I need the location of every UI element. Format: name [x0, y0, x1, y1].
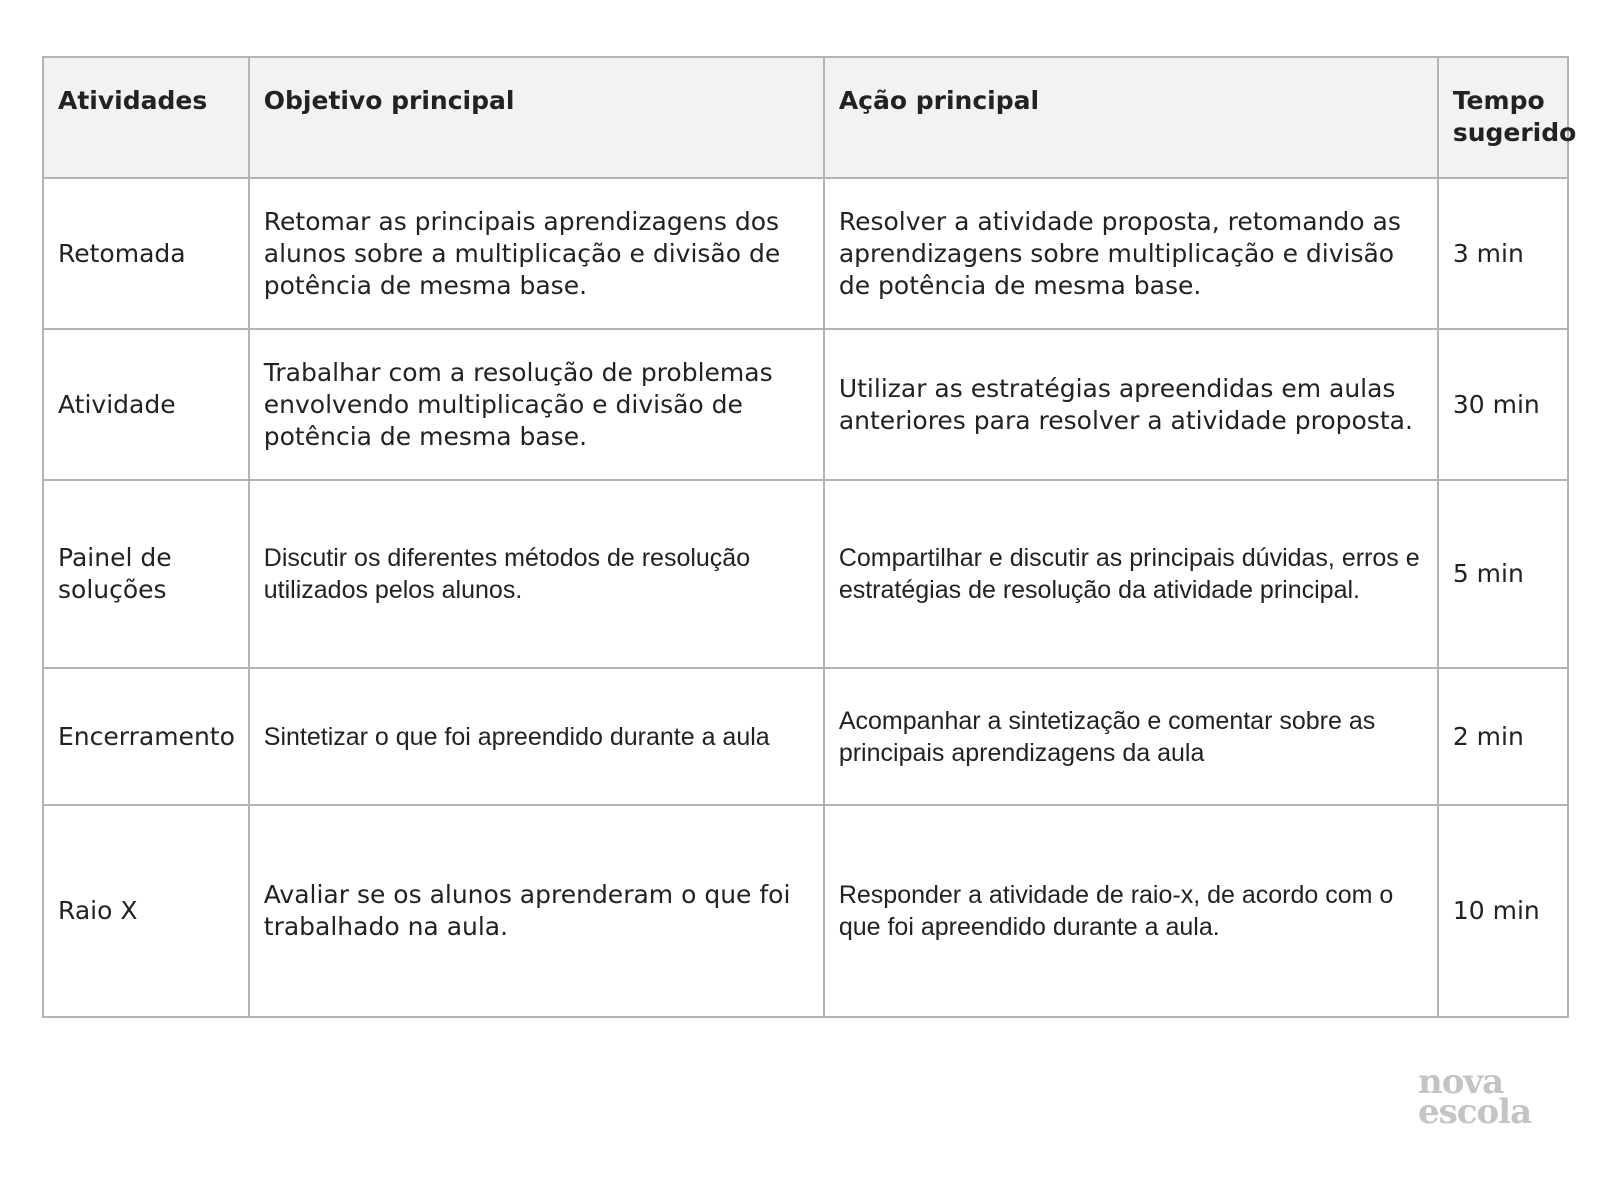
cell-atividade: Raio X: [43, 805, 249, 1017]
cell-acao: Responder a atividade de raio-x, de acordo com o que foi apreendido durante a aula.: [824, 805, 1438, 1017]
cell-tempo: 30 min: [1438, 329, 1568, 480]
cell-tempo: 3 min: [1438, 178, 1568, 329]
table-row: [43, 178, 1568, 329]
lesson-plan-table: [42, 56, 1577, 1018]
header-acao-principal: Ação principal: [824, 57, 1438, 178]
cell-acao: Utilizar as estratégias apreendidas em aulas anteriores para resolver a atividade proposta.: [824, 329, 1438, 480]
cell-acao: Compartilhar e discutir as principais dúvidas, erros e estratégias de resolução da atividade principal.: [824, 480, 1438, 668]
cell-acao: Acompanhar a sintetização e comentar sobre as principais aprendizagens da aula: [824, 668, 1438, 805]
logo-line-2: escola: [1418, 1092, 1532, 1132]
cell-acao: Resolver a atividade proposta, retomando as aprendizagens sobre multiplicação e divisão de potência de mesma base.: [824, 178, 1438, 329]
cell-atividade: Atividade: [43, 329, 249, 480]
header-objetivo-principal: Objetivo principal: [249, 57, 824, 178]
table-row: [43, 668, 1568, 805]
logo-line-1: nova: [1418, 1062, 1504, 1102]
cell-objetivo: Sintetizar o que foi apreendido durante a aula: [249, 668, 824, 805]
cell-atividade: Retomada: [43, 178, 249, 329]
table-row: [43, 480, 1568, 668]
nova-escola-logo: [1418, 1062, 1548, 1132]
table-row: [43, 329, 1568, 480]
cell-objetivo: Discutir os diferentes métodos de resolução utilizados pelos alunos.: [249, 480, 824, 668]
cell-tempo: 5 min: [1438, 480, 1568, 668]
cell-objetivo: Avaliar se os alunos aprenderam o que foi trabalhado na aula.: [249, 805, 824, 1017]
cell-objetivo: Trabalhar com a resolução de problemas envolvendo multiplicação e divisão de potência de mesma base.: [249, 329, 824, 480]
cell-tempo: 10 min: [1438, 805, 1568, 1017]
header-tempo-sugerido: Tempo sugerido: [1438, 57, 1568, 178]
table-header-row: [43, 57, 1568, 178]
cell-objetivo: Retomar as principais aprendizagens dos alunos sobre a multiplicação e divisão de potência de mesma base.: [249, 178, 824, 329]
table-row: [43, 805, 1568, 1017]
header-atividades: Atividades: [43, 57, 249, 178]
cell-atividade: Encerramento: [43, 668, 249, 805]
cell-tempo: 2 min: [1438, 668, 1568, 805]
cell-atividade: Painel de soluções: [43, 480, 249, 668]
